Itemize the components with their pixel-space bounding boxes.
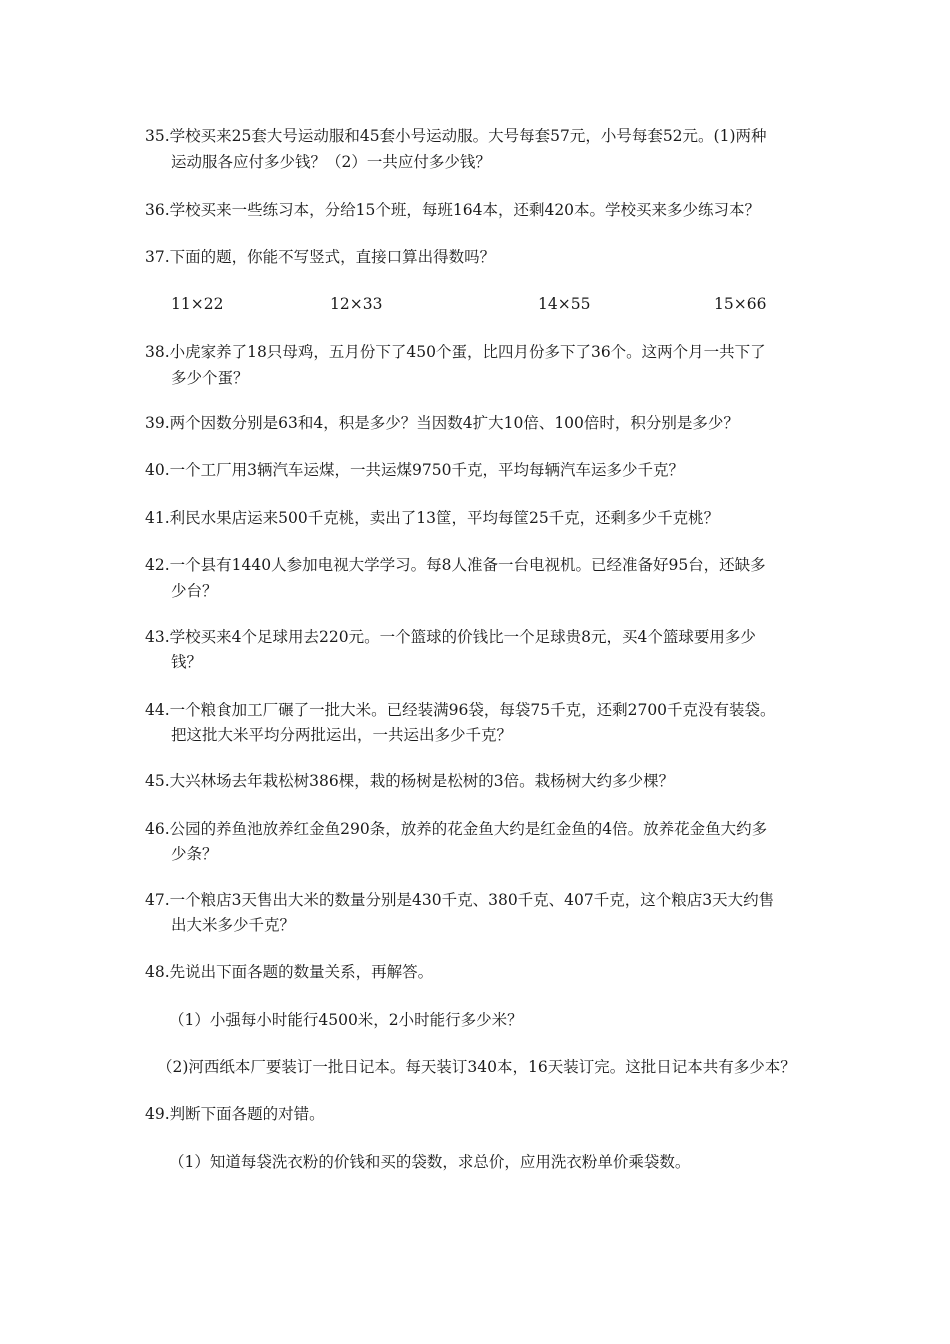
question-41: 41.利民水果店运来500千克桃，卖出了13筐，平均每筐25千克，还剩多少千克桃？ (145, 509, 720, 527)
question-39: 39.两个因数分别是63和4，积是多少？当因数4扩大10倍、100倍时，积分别是多少？ (145, 414, 739, 432)
expression-1: 11×22 (171, 295, 224, 313)
question-48: 48.先说出下面各题的数量关系，再解答。 (145, 963, 434, 981)
question-43-line-1: 43.学校买来4个足球用去220元。一个篮球的价钱比一个足球贵8元，买4个篮球要用多少 (145, 628, 756, 646)
question-40: 40.一个工厂用3辆汽车运煤，一共运煤9750千克，平均每辆汽车运多少千克？ (145, 461, 684, 479)
question-45: 45.大兴林场去年栽松树386棵，栽的杨树是松树的3倍。栽杨树大约多少棵？ (145, 772, 675, 790)
question-47-line-2: 出大米多少千克？ (171, 916, 296, 934)
question-46-line-2: 少条？ (171, 845, 218, 863)
question-38-line-1: 38.小虎家养了18只母鸡，五月份下了450个蛋，比四月份多下了36个。这两个月一共下了 (145, 343, 766, 361)
question-35-line-2: 运动服各应付多少钱？（2）一共应付多少钱？ (171, 153, 491, 171)
question-47-line-1: 47.一个粮店3天售出大米的数量分别是430千克、380千克、407千克，这个粮店3天大约售 (145, 891, 775, 909)
question-42-line-1: 42.一个县有1440人参加电视大学学习。每8人准备一台电视机。已经准备好95台，还缺多 (145, 556, 766, 574)
question-37: 37.下面的题，你能不写竖式，直接口算出得数吗？ (145, 248, 496, 266)
question-49: 49.判断下面各题的对错。 (145, 1105, 325, 1123)
expression-3: 14×55 (538, 295, 591, 313)
question-36: 36.学校买来一些练习本，分给15个班，每班164本，还剩420本。学校买来多少练习本？ (145, 201, 761, 219)
question-46-line-1: 46.公园的养鱼池放养红金鱼290条，放养的花金鱼大约是红金鱼的4倍。放养花金鱼大约多 (145, 820, 768, 838)
question-48-sub-2: （2)河西纸本厂要装订一批日记本。每天装订340本，16天装订完。这批日记本共有多少本？ (157, 1058, 796, 1076)
expression-2: 12×33 (330, 295, 383, 313)
question-48-sub-1: （1）小强每小时能行4500米，2小时能行多少米？ (169, 1011, 523, 1029)
question-44-line-1: 44.一个粮食加工厂碾了一批大米。已经装满96袋，每袋75千克，还剩2700千克没有装袋。 (145, 701, 776, 719)
question-43-line-2: 钱？ (171, 653, 203, 671)
question-44-line-2: 把这批大米平均分两批运出，一共运出多少千克？ (171, 726, 513, 744)
question-42-line-2: 少台？ (171, 582, 218, 600)
question-38-line-2: 多少个蛋？ (171, 369, 249, 387)
question-35-line-1: 35.学校买来25套大号运动服和45套小号运动服。大号每套57元，小号每套52元。(1)两种 (145, 127, 767, 145)
expression-4: 15×66 (714, 295, 767, 313)
question-49-sub-1: （1）知道每袋洗衣粉的价钱和买的袋数，求总价，应用洗衣粉单价乘袋数。 (169, 1153, 691, 1171)
